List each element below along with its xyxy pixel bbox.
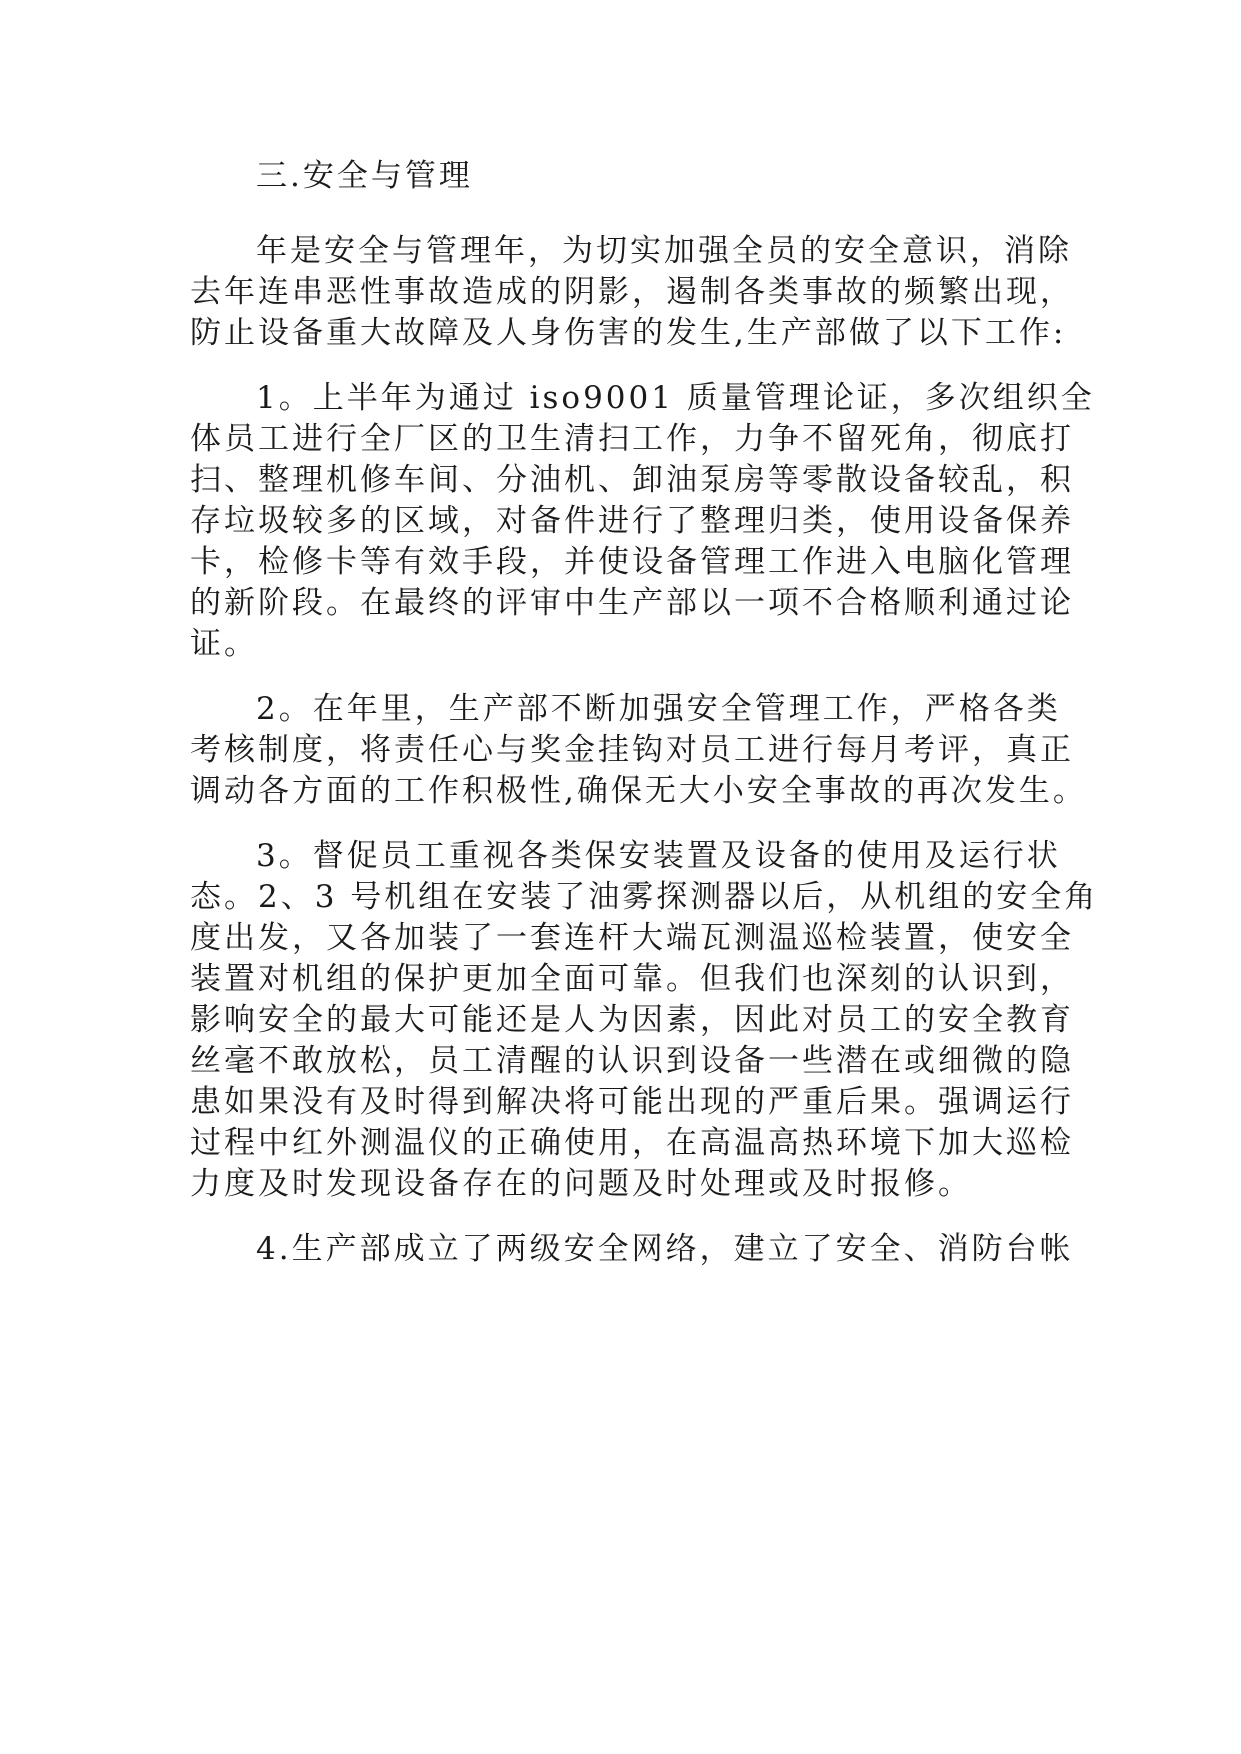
paragraph-line: 存垃圾较多的区域，对备件进行了整理归类，使用设备保养 bbox=[190, 503, 1074, 539]
paragraph-line: 装置对机组的保护更加全面可靠。但我们也深刻的认识到， bbox=[190, 961, 1074, 997]
paragraph-line: 3。督促员工重视各类保安装置及设备的使用及运行状 bbox=[256, 838, 1061, 874]
paragraph-line: 的新阶段。在最终的评审中生产部以一项不合格顺利通过论 bbox=[190, 585, 1074, 621]
paragraph-line: 1。上半年为通过 iso9001 质量管理论证，多次组织全 bbox=[256, 380, 1095, 416]
paragraph-line: 患如果没有及时得到解决将可能出现的严重后果。强调运行 bbox=[190, 1084, 1074, 1120]
paragraph-line: 4.生产部成立了两级安全网络，建立了安全、消防台帐 bbox=[256, 1231, 1074, 1267]
paragraph-line: 2。在年里，生产部不断加强安全管理工作，严格各类 bbox=[256, 691, 1061, 727]
paragraph-line: 扫、整理机修车间、分油机、卸油泵房等零散设备较乱，积 bbox=[190, 462, 1074, 498]
section-heading: 三.安全与管理 bbox=[256, 158, 473, 194]
paragraph-line: 考核制度，将责任心与奖金挂钩对员工进行每月考评，真正 bbox=[190, 732, 1074, 768]
paragraph-line: 体员工进行全厂区的卫生清扫工作，力争不留死角，彻底打 bbox=[190, 421, 1074, 457]
paragraph-line: 证。 bbox=[190, 626, 258, 662]
paragraph-line: 力度及时发现设备存在的问题及时处理或及时报修。 bbox=[190, 1166, 972, 1202]
paragraph-line: 调动各方面的工作积极性,确保无大小安全事故的再次发生。 bbox=[190, 773, 1087, 809]
paragraph-line: 防止设备重大故障及人身伤害的发生,生产部做了以下工作: bbox=[190, 315, 1067, 351]
paragraph-line: 过程中红外测温仪的正确使用，在高温高热环境下加大巡检 bbox=[190, 1125, 1074, 1161]
paragraph-line: 年是安全与管理年，为切实加强全员的安全意识，消除 bbox=[256, 233, 1072, 269]
paragraph-line: 态。2、3 号机组在安装了油雾探测器以后，从机组的安全角 bbox=[190, 879, 1099, 915]
paragraph-line: 卡，检修卡等有效手段，并使设备管理工作进入电脑化管理 bbox=[190, 544, 1074, 580]
paragraph-line: 度出发，又各加装了一套连杆大端瓦测温巡检装置，使安全 bbox=[190, 920, 1074, 956]
paragraph-line: 去年连串恶性事故造成的阴影，遏制各类事故的频繁出现， bbox=[190, 274, 1074, 310]
document-body bbox=[190, 156, 1099, 1270]
paragraph-line: 丝毫不敢放松，员工清醒的认识到设备一些潜在或细微的隐 bbox=[190, 1043, 1074, 1079]
paragraph-line: 影响安全的最大可能还是人为因素，因此对员工的安全教育 bbox=[190, 1002, 1074, 1038]
